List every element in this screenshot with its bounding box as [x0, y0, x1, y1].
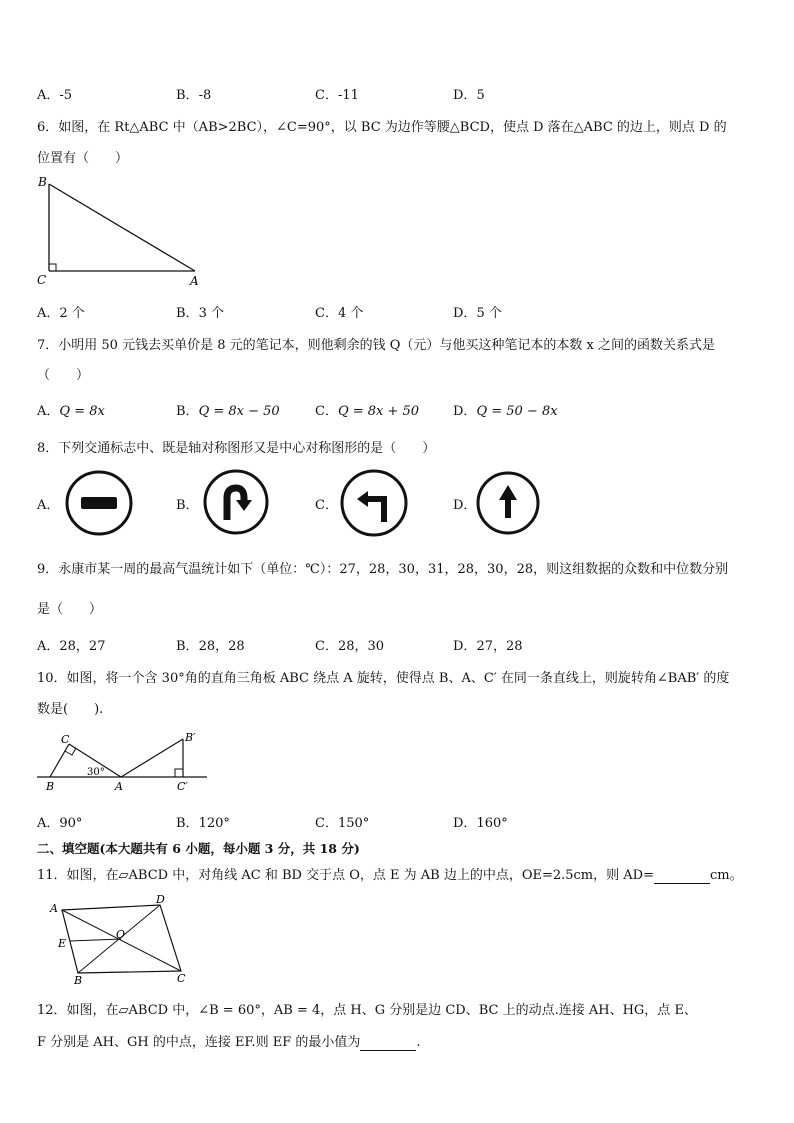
q6-option-a[interactable]: [37, 302, 85, 321]
straight-ahead-sign-icon[interactable]: [475, 470, 541, 536]
right-angle-mark: [49, 264, 56, 271]
q7-option-a[interactable]: [37, 400, 105, 419]
q9-stem-line1: 9．永康市某一周的最高气温统计如下（单位：℃）：27，28，30，31，28，30，28，则这组数据的众数和中位数分别: [37, 562, 729, 577]
q6-option-d[interactable]: [453, 302, 502, 321]
option-label: D．: [453, 306, 477, 321]
segment-eo: [70, 939, 121, 941]
option-text: 5: [476, 88, 485, 103]
option-label: C．: [315, 88, 338, 103]
q5-option-d[interactable]: [453, 84, 485, 103]
q12-stem-line2: [37, 1031, 421, 1051]
q11-text-post: cm。: [709, 868, 743, 883]
q5-option-a[interactable]: [37, 84, 72, 103]
option-text: 4 个: [337, 306, 364, 321]
q10-option-b[interactable]: [176, 812, 230, 831]
left-turn-sign-icon[interactable]: [339, 468, 409, 538]
q11-stem-line1: [37, 864, 743, 884]
label-d: D: [156, 893, 165, 906]
option-label: B．: [176, 88, 199, 103]
option-text: 3 个: [198, 306, 224, 321]
q10-option-a[interactable]: [37, 812, 82, 831]
label-b: B: [38, 175, 47, 189]
segment-ab: [49, 184, 195, 271]
q8-option-a-label[interactable]: A．: [37, 498, 60, 513]
label-b: B: [74, 974, 83, 987]
no-entry-bar-sign-icon[interactable]: [64, 469, 134, 537]
q6-option-b[interactable]: [176, 302, 224, 321]
label-o: O: [116, 928, 126, 941]
q12-text-post: .: [416, 1035, 421, 1050]
q8-option-b-label[interactable]: B．: [176, 498, 199, 513]
q10-stem-line1: 10．如图，将一个含 30°角的直角三角板 ABC 绕点 A 旋转，使得点 B、A、C′ 在同一条直线上，则旋转角∠BAB′ 的度: [37, 671, 730, 686]
label-a: A: [115, 780, 123, 793]
q5-option-c[interactable]: [315, 84, 359, 103]
option-text: 28，28: [198, 639, 245, 654]
option-text: -11: [337, 88, 359, 103]
option-label: B．: [176, 404, 199, 419]
angle-30-label: 30°: [87, 767, 105, 778]
q9-option-d[interactable]: [453, 635, 523, 654]
q10-option-d[interactable]: [453, 812, 508, 831]
option-text: 90°: [59, 816, 83, 831]
option-label: C．: [315, 306, 338, 321]
q5-option-b[interactable]: [176, 84, 211, 103]
q9-option-b[interactable]: [176, 635, 245, 654]
option-label: C．: [315, 639, 338, 654]
label-c: C: [37, 273, 47, 287]
label-b-prime: B′: [185, 731, 196, 744]
segment-ab-prime: [121, 739, 183, 777]
label-a: A: [50, 902, 58, 915]
q9-option-a[interactable]: [37, 635, 105, 654]
q7-stem-line2: （ ）: [37, 368, 90, 383]
q10-option-c[interactable]: [315, 812, 369, 831]
option-text: Q = 8x + 50: [337, 404, 420, 419]
q12-stem-line1: 12．如图，在▱ABCD 中，∠B = 60°，AB = 4，点 H、G 分别是边 CD、BC 上的动点.连接 AH、HG，点 E、: [37, 1003, 697, 1018]
q6-option-c[interactable]: [315, 302, 363, 321]
label-c: C: [61, 733, 70, 746]
option-text: 5 个: [476, 306, 502, 321]
label-e: E: [58, 937, 67, 950]
q11-answer-blank[interactable]: [654, 868, 710, 884]
option-text: 2 个: [59, 306, 85, 321]
q6-stem-line2: 位置有（ ）: [37, 151, 129, 166]
option-label: A．: [37, 639, 60, 654]
q11-parallelogram-figure: [46, 893, 196, 988]
section2-title: 二、填空题(本大题共有 6 小题，每小题 3 分，共 18 分): [37, 841, 360, 856]
u-turn-sign-icon[interactable]: [202, 468, 270, 536]
option-text: 150°: [337, 816, 370, 831]
q7-option-d[interactable]: [453, 400, 558, 419]
option-text: -5: [59, 88, 73, 103]
label-c-prime: C′: [177, 780, 188, 793]
option-text: 28，30: [337, 639, 385, 654]
q11-text-pre: 11．如图，在▱ABCD 中，对角线 AC 和 BD 交于点 O，点 E 为 AB 边上的中点，OE=2.5cm，则 AD=: [37, 868, 654, 883]
option-label: C．: [315, 816, 338, 831]
q6-triangle-figure: [35, 172, 205, 292]
option-text: 27，28: [476, 639, 523, 654]
q12-text-pre: F 分别是 AH、GH 的中点，连接 EF.则 EF 的最小值为: [37, 1035, 361, 1050]
q8-option-c-label[interactable]: C．: [315, 498, 338, 513]
option-text: -8: [198, 88, 212, 103]
option-text: Q = 8x: [59, 404, 105, 419]
q7-option-b[interactable]: [176, 400, 280, 419]
q9-stem-line2: 是（ ）: [37, 602, 103, 617]
q7-stem-line1: 7．小明用 50 元钱去买单价是 8 元的笔记本，则他剩余的钱 Q（元）与他买这种笔记本的本数 x 之间的函数关系式是: [37, 338, 716, 353]
option-label: A．: [37, 816, 60, 831]
option-text: Q = 8x − 50: [198, 404, 280, 419]
q6-stem-line1: 6．如图，在 Rt△ABC 中（AB>2BC），∠C=90°，以 BC 为边作等腰△BCD，使点 D 落在△ABC 的边上，则点 D 的: [37, 120, 727, 135]
q8-option-d-label[interactable]: D．: [453, 498, 477, 513]
option-label: D．: [453, 816, 477, 831]
segment-bc: [50, 744, 69, 777]
option-label: D．: [453, 639, 477, 654]
q8-stem-line1: 8．下列交通标志中、既是轴对称图形又是中心对称图形的是（ ）: [37, 441, 436, 456]
right-angle-mark-c-prime: [175, 769, 183, 777]
q9-option-c[interactable]: [315, 635, 384, 654]
option-label: B．: [176, 639, 199, 654]
q12-answer-blank[interactable]: [360, 1035, 416, 1051]
option-text: 160°: [476, 816, 508, 831]
option-label: B．: [176, 306, 199, 321]
label-c: C: [177, 972, 186, 985]
option-label: A．: [37, 88, 60, 103]
option-text: 28，27: [59, 639, 106, 654]
option-text: 120°: [198, 816, 230, 831]
option-label: D．: [453, 404, 477, 419]
label-a: A: [190, 274, 199, 288]
option-label: D．: [453, 88, 477, 103]
option-label: A．: [37, 404, 60, 419]
q7-option-c[interactable]: [315, 400, 419, 419]
option-text: Q = 50 − 8x: [476, 404, 558, 419]
q10-rotation-figure: [35, 725, 215, 795]
label-b: B: [46, 780, 55, 793]
option-label: A．: [37, 306, 60, 321]
option-label: C．: [315, 404, 338, 419]
q10-stem-line2: 数是( ).: [37, 702, 104, 717]
option-label: B．: [176, 816, 199, 831]
